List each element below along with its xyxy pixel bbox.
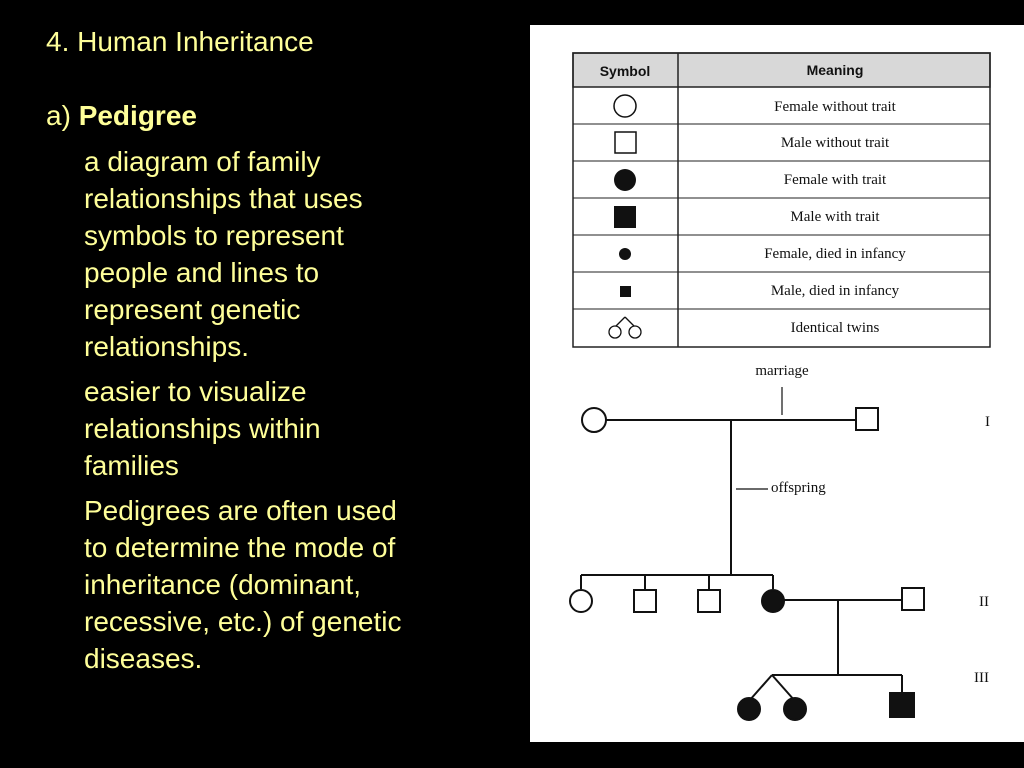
text-line: recessive, etc.) of genetic bbox=[84, 606, 402, 637]
gen2-female-affected bbox=[762, 590, 784, 612]
gen1-female bbox=[582, 408, 606, 432]
gen1-male bbox=[856, 408, 878, 430]
text-line: relationships. bbox=[84, 331, 249, 362]
twins-icon bbox=[609, 317, 641, 338]
open-circle-icon bbox=[614, 95, 636, 117]
pedigree-figure bbox=[530, 25, 1024, 742]
subheading-prefix: a) bbox=[46, 100, 79, 131]
text-line: families bbox=[84, 450, 179, 481]
small-filled-square-icon bbox=[620, 286, 631, 297]
slide-title: 4. Human Inheritance bbox=[46, 26, 314, 57]
generation-label-3: III bbox=[974, 670, 989, 686]
gen2-female bbox=[570, 590, 592, 612]
meaning-text: Male without trait bbox=[780, 135, 890, 151]
meaning-text: Male with trait bbox=[790, 209, 880, 225]
text-line: represent genetic bbox=[84, 294, 301, 325]
generation-label-1: I bbox=[985, 414, 990, 430]
text-line: symbols to represent bbox=[84, 220, 344, 251]
open-square-icon bbox=[615, 132, 636, 153]
paragraph-definition bbox=[84, 143, 504, 365]
gen3-twin-female-affected bbox=[784, 698, 806, 720]
header-symbol: Symbol bbox=[599, 63, 651, 79]
text-line: a diagram of family bbox=[84, 146, 321, 177]
gen2-male bbox=[698, 590, 720, 612]
pedigree-svg bbox=[530, 25, 1024, 742]
text-line: diseases. bbox=[84, 643, 203, 674]
meaning-text: Female without trait bbox=[774, 99, 896, 115]
text-line: inheritance (dominant, bbox=[84, 569, 362, 600]
text-line: relationships that uses bbox=[84, 183, 363, 214]
gen2-spouse-male bbox=[902, 588, 924, 610]
subheading bbox=[46, 100, 197, 132]
gen3-male-affected bbox=[890, 693, 914, 717]
text-line: people and lines to bbox=[84, 257, 320, 288]
subheading-term: Pedigree bbox=[78, 100, 197, 131]
text-line: relationships within bbox=[84, 413, 321, 444]
meaning-text: Identical twins bbox=[790, 320, 880, 336]
paragraph-visualize bbox=[84, 373, 504, 484]
generation-label-2: II bbox=[979, 594, 989, 610]
filled-circle-icon bbox=[614, 169, 636, 191]
pedigree-diagram bbox=[570, 363, 990, 720]
gen3-twin-female-affected bbox=[738, 698, 760, 720]
text-line: to determine the mode of bbox=[84, 532, 396, 563]
text-line: Pedigrees are often used bbox=[84, 495, 397, 526]
meaning-text: Female with trait bbox=[783, 172, 887, 188]
text-line: easier to visualize bbox=[84, 376, 307, 407]
twin-branch bbox=[772, 675, 795, 701]
meaning-text: Female, died in infancy bbox=[764, 246, 906, 262]
gen2-male bbox=[634, 590, 656, 612]
filled-square-icon bbox=[614, 206, 636, 228]
offspring-label: offspring bbox=[771, 480, 826, 496]
table-border bbox=[573, 53, 990, 347]
marriage-label: marriage bbox=[755, 363, 809, 379]
small-filled-circle-icon bbox=[619, 248, 631, 260]
paragraph-mode-of-inheritance bbox=[84, 492, 504, 677]
header-meaning: Meaning bbox=[806, 62, 864, 78]
meaning-text: Male, died in infancy bbox=[770, 283, 900, 299]
symbol-table bbox=[573, 53, 990, 347]
twin-branch bbox=[749, 675, 772, 701]
